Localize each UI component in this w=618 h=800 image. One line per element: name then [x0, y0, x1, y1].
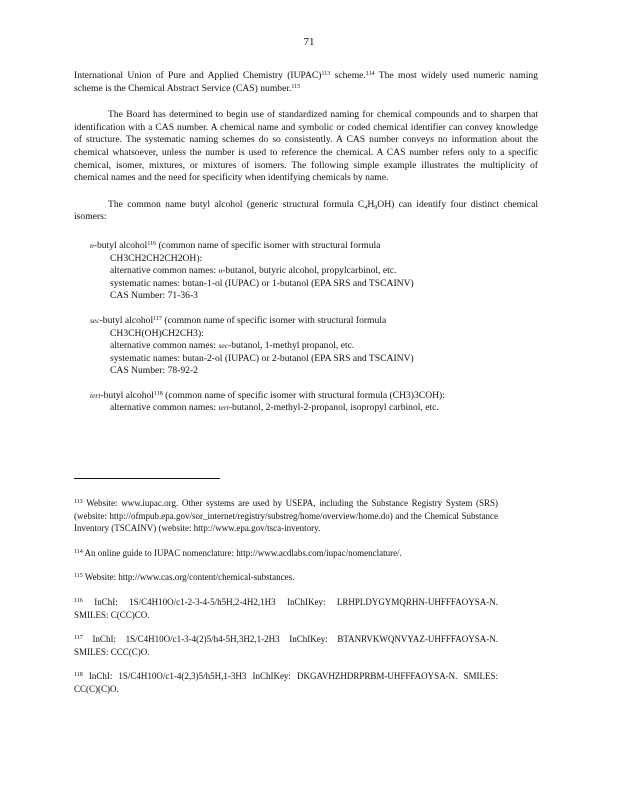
alt-prefix: sec	[218, 341, 229, 351]
footnote-text: An online guide to IUPAC nomenclature: http://www.acdlabs.com/iupac/nomenclature/.	[84, 547, 402, 558]
isomer-name: -butyl alcohol	[100, 389, 154, 401]
alt-rest: -butanol, 2-methyl-2-propanol, isopropyl carbinol, etc.	[228, 402, 439, 414]
isomer-desc: (common name of specific isomer with structural formula (CH3)3COH):	[162, 389, 445, 401]
formula-subscript: 4	[364, 204, 368, 211]
intro-text: International Union of Pure and Applied Chemistry (IUPAC)	[74, 70, 322, 81]
isomer-list	[74, 240, 538, 415]
footnote	[74, 633, 498, 658]
isomer-n-butyl	[90, 240, 538, 303]
alt-label: alternative common names:	[110, 265, 219, 277]
alt-label: alternative common names:	[110, 402, 219, 414]
footnote-ref[interactable]: 118	[153, 390, 163, 397]
isomer-prefix: tert	[90, 390, 101, 400]
isomer-cas-number: CAS Number: 71-36-3	[110, 290, 198, 302]
isomer-formula: CH3CH(OH)CH2CH3):	[110, 327, 204, 339]
footnote-ref[interactable]: 117	[153, 315, 162, 322]
isomer-name: -butyl alcohol	[99, 314, 154, 326]
isomer-systematic-names: systematic names: butan-2-ol (IUPAC) or 2-butanol (EPA SRS and TSCAINV)	[110, 352, 414, 364]
footnote	[74, 596, 498, 621]
footnote-ref[interactable]: 115	[291, 83, 301, 90]
butyl-paragraph	[74, 199, 538, 224]
footnote	[74, 497, 498, 535]
footnotes	[74, 497, 498, 696]
isomer-alternative-names	[110, 402, 538, 415]
alt-rest: -butanol, butyric alcohol, propylcarbinol, etc.	[222, 265, 397, 277]
page-number: 71	[303, 36, 315, 48]
footnote	[74, 547, 498, 560]
alt-rest: -butanol, 1-methyl propanol, etc.	[228, 340, 355, 352]
footnote-number: 113	[74, 499, 83, 505]
butyl-text: The common name butyl alcohol (generic structural formula C	[108, 198, 365, 210]
alt-prefix: tert	[218, 403, 229, 413]
intro-paragraph	[74, 70, 538, 95]
footnote-text: Website: http://www.cas.org/content/chemical-substances.	[84, 572, 295, 583]
intro-text: scheme.	[330, 70, 366, 81]
board-paragraph: The Board has determined to begin use of standardized naming for chemical compounds and to sharpen that identification with a CAS number. A chemical name and symbolic or coded chemical identifier can convey knowledge of structure. The systematic naming schemes do so consistently. A CAS number conveys no information about the chemical whatsoever, unless the number is used to reference the chemical. A CAS number refers only to a specific chemical, isomer, mixtures, or mixtures of isomers. The following simple example illustrates the multiplicity of chemical names and the need for specificity when identifying chemicals by name.	[74, 109, 538, 184]
footnote	[74, 571, 498, 584]
footnote-text: InChI: 1S/C4H10O/c1-3-4(2)5/h4-5H,3H2,1-2H3 InChIKey: BTANRVKWQNVYAZ-UHFFFAOYSA-N. SMILES: CCC(C)O.	[74, 634, 499, 657]
footnote-text: InChI: 1S/C4H10O/c1-2-3-4-5/h5H,2-4H2,1H3 InChIKey: LRHPLDYGYMQRHN-UHFFFAOYSA-N. SMILES: C(CC)CO.	[74, 596, 499, 620]
footnote-number: 117	[74, 635, 83, 642]
isomer-heading	[90, 315, 538, 328]
footnote-text: InChI: 1S/C4H10O/c1-4(2,3)5/h5H,1-3H3 InChIKey: DKGAVHZHDRPRBM-UHFFFAOYSA-N. SMILES: CC(C)(C)O.	[74, 671, 498, 694]
isomer-prefix: n	[90, 240, 94, 250]
isomer-alternative-names	[110, 340, 538, 353]
footnote-number: 115	[74, 573, 83, 580]
isomer-systematic-names: systematic names: butan-1-ol (IUPAC) or 1-butanol (EPA SRS and TSCAINV)	[110, 277, 414, 289]
footnote-number: 114	[74, 548, 83, 555]
footnote-number: 118	[74, 672, 83, 679]
footnote	[74, 670, 498, 695]
isomer-prefix: sec	[90, 315, 100, 325]
isomer-desc: (common name of specific isomer with structural formula	[161, 314, 387, 326]
isomer-formula: CH3CH2CH2CH2OH):	[110, 252, 203, 264]
isomer-name: -butyl alcohol	[93, 239, 148, 251]
isomer-alternative-names	[110, 265, 538, 278]
isomer-tert-butyl	[90, 390, 538, 415]
isomer-desc: (common name of specific isomer with structural formula	[156, 239, 381, 251]
footnote-ref[interactable]: 113	[321, 71, 331, 77]
isomer-heading	[90, 390, 538, 403]
isomer-heading	[90, 240, 538, 253]
alt-label: alternative common names:	[110, 340, 219, 352]
butyl-text: H	[367, 198, 375, 210]
formula-subscript: 9	[374, 204, 378, 211]
footnote-number: 116	[74, 597, 83, 604]
footnote-ref[interactable]: 116	[147, 240, 157, 247]
page-body	[74, 70, 538, 415]
isomer-cas-number: CAS Number: 78-92-2	[110, 365, 198, 377]
footnote-text: Website: www.iupac.org. Other systems are used by USEPA, including the Substance Registry System (SRS) (website: http://ofmpub.epa.gov/sor_internet/registry/substreg/home/overview/home.do) and the Chemical Substance Inventory (TSCAINV) (website: http://www.epa.gov/tsca-inventory.	[74, 498, 498, 534]
alt-prefix: n	[218, 266, 223, 276]
footnote-separator	[74, 478, 220, 479]
footnote-ref[interactable]: 114	[365, 71, 375, 77]
intro-text: The most widely used numeric naming scheme is the Chemical Abstract Service (CAS) number.	[74, 70, 538, 94]
isomer-sec-butyl	[90, 315, 538, 378]
butyl-text: OH) can identify four distinct chemical isomers:	[74, 198, 538, 223]
